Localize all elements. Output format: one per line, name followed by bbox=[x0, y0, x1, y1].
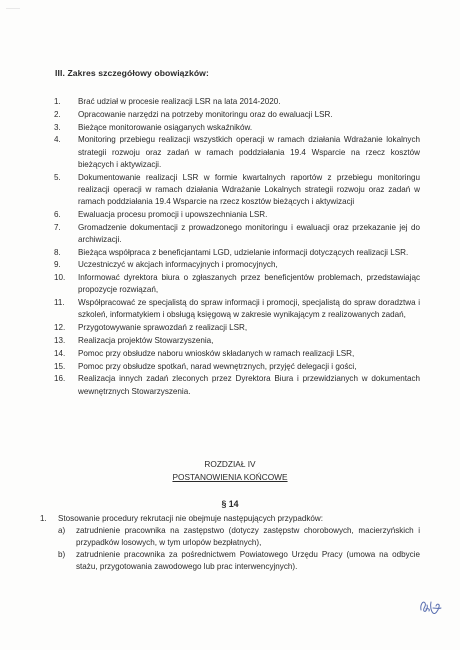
duties-list bbox=[50, 96, 420, 398]
chapter-title: ROZDZIAŁ IV bbox=[204, 459, 256, 469]
list-item bbox=[50, 134, 420, 171]
list-item bbox=[50, 122, 420, 134]
list-item-text: Informować dyrektora biura o zgłaszanych przez beneficjentów problemach, przedstawiając propozycje rozwiązań, bbox=[78, 273, 420, 295]
list-item-number: 11. bbox=[54, 298, 65, 308]
list-item-text: Uczestniczyć w akcjach informacyjnych i promocyjnych, bbox=[78, 260, 278, 270]
list-item-number: 5. bbox=[54, 172, 61, 182]
signature-icon bbox=[418, 596, 444, 618]
sublist-item-text: zatrudnienie pracownika na zastępstwo (dotyczy zastępstw chorobowych, macierzyńskich i przypadków losowych, w tym urlopów bezpłatnych), bbox=[76, 526, 420, 547]
list-item-number: 8. bbox=[54, 247, 61, 257]
list-item bbox=[50, 272, 420, 296]
list-item-text: Bieżące monitorowanie osiąganych wskaźników. bbox=[78, 122, 253, 132]
list-item-number: 2. bbox=[54, 109, 61, 119]
list-item bbox=[50, 335, 420, 347]
list-item bbox=[50, 348, 420, 360]
list-item-number: 10. bbox=[54, 273, 66, 283]
list-item-text: Opracowanie narzędzi na potrzeby monitoringu oraz do ewaluacji LSR. bbox=[78, 109, 333, 119]
list-item-text: Pomoc przy obsłudze naboru wniosków składanych w ramach realizacji LSR, bbox=[78, 348, 355, 358]
list-item-text: Gromadzenie dokumentacji z prowadzonego monitoringu i ewaluacji oraz przekazanie jej do archiwizacji. bbox=[78, 222, 420, 244]
list-item-number: 4. bbox=[54, 135, 61, 145]
list-item bbox=[50, 222, 420, 246]
list-item-text: Pomoc przy obsłudze spotkań, narad wewnętrznych, przyjęć delegacji i gości, bbox=[78, 361, 357, 371]
list-item bbox=[50, 297, 420, 321]
list-item-text: Współpracować ze specjalistą do spraw informacji i promocji, specjalistą do spraw doradztwa i szkoleń, informatykiem i obsługą księgową w zakresie wynikającym z realizowanych zadań, bbox=[78, 298, 420, 320]
list-item-number: 14. bbox=[54, 348, 66, 358]
list-item bbox=[50, 247, 420, 259]
list-item bbox=[50, 361, 420, 373]
section-heading: III. Zakres szczegółowy obowiązków: bbox=[55, 68, 209, 78]
scan-mark bbox=[6, 8, 20, 9]
sublist-item-letter: b) bbox=[58, 550, 66, 559]
list-item-number: 6. bbox=[54, 209, 61, 219]
sublist-item bbox=[40, 525, 420, 549]
list-item-number: 7. bbox=[54, 222, 61, 232]
list-item-text: Realizacja projektów Stowarzyszenia, bbox=[78, 335, 214, 345]
list-item bbox=[50, 373, 420, 397]
list-item-number: 13. bbox=[54, 335, 66, 345]
list-item-number: 15. bbox=[54, 361, 66, 371]
list-item-text: Bieżąca współpraca z beneficjantami LGD, udzielanie informacji dotyczących realizacji LSR. bbox=[78, 247, 409, 257]
list-item bbox=[50, 172, 420, 209]
list-item-number: 1. bbox=[54, 97, 61, 106]
list-item bbox=[50, 259, 420, 271]
list-item-text: Monitoring przebiegu realizacji wszystkich operacji w ramach działania Wdrażanie lokalnych strategii rozwoju oraz zadań w ramach poddziałania 19.4 Wsparcie na rzecz kosztów bieżących i aktywizacji. bbox=[78, 135, 420, 169]
list-item-number: 9. bbox=[54, 260, 61, 270]
list-item-text: Realizacja innych zadań zleconych przez Dyrektora Biura i przewidzianych w dokumentach wewnętrznych Stowarzyszenia. bbox=[78, 374, 420, 396]
list-item-text: Brać udział w procesie realizacji LSR na lata 2014-2020. bbox=[78, 97, 281, 106]
paragraph-item-number: 1. bbox=[40, 514, 47, 523]
paragraph-14 bbox=[40, 513, 420, 573]
paragraph-sublist bbox=[40, 525, 420, 573]
paragraph-item bbox=[40, 513, 420, 525]
sublist-item bbox=[40, 549, 420, 573]
list-item bbox=[50, 209, 420, 221]
list-item-number: 16. bbox=[54, 374, 66, 384]
list-item bbox=[50, 109, 420, 121]
list-item-text: Ewaluacja procesu promocji i upowszechniania LSR. bbox=[78, 209, 268, 219]
list-item-number: 3. bbox=[54, 122, 61, 132]
list-item-text: Przygotowywanie sprawozdań z realizacji LSR, bbox=[78, 323, 248, 333]
list-item-number: 12. bbox=[54, 323, 66, 333]
list-item bbox=[50, 96, 420, 108]
list-item-text: Dokumentowanie realizacji LSR w formie kwartalnych raportów z przebiegu monitoringu realizacji operacji w ramach działania Wdrażanie Lokalnych strategii rozwoju oraz zadań w ramach poddziałania 19.4 Wsparcie na rzecz kosztów bieżących i aktywizacji bbox=[78, 172, 420, 206]
paragraph-mark: § 14 bbox=[221, 499, 239, 509]
sublist-item-text: zatrudnienie pracownika za pośrednictwem Powiatowego Urzędu Pracy (umowa na odbycie stażu, przygotowania zawodowego lub prac interwencyjnych). bbox=[76, 550, 420, 571]
sublist-item-letter: a) bbox=[58, 526, 66, 535]
paragraph-item-text: Stosowanie procedury rekrutacji nie obejmuje następujących przypadków: bbox=[58, 514, 323, 523]
list-item bbox=[50, 322, 420, 334]
chapter-subtitle: POSTANOWIENIA KOŃCOWE bbox=[172, 472, 288, 482]
